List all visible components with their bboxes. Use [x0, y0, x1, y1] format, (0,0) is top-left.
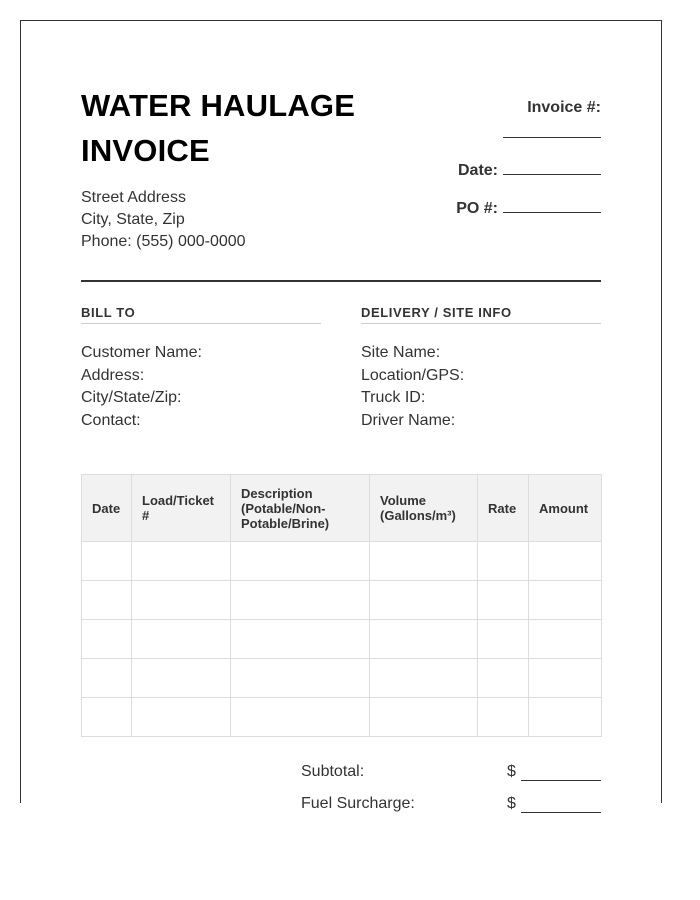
table-cell[interactable] — [82, 620, 132, 659]
table-cell[interactable] — [132, 581, 231, 620]
fuel-surcharge-label: Fuel Surcharge: — [301, 795, 415, 812]
site-info-fields — [361, 342, 601, 432]
table-cell[interactable] — [132, 698, 231, 737]
bill-to-section — [81, 305, 321, 432]
table-row — [82, 620, 602, 659]
site-info-truck-id: Truck ID: — [361, 389, 426, 406]
table-cell[interactable] — [82, 659, 132, 698]
table-cell[interactable] — [529, 698, 602, 737]
company-address-block — [81, 187, 246, 253]
fuel-surcharge-currency: $ — [507, 795, 516, 812]
table-cell[interactable] — [478, 698, 529, 737]
site-info-heading: DELIVERY / SITE INFO — [361, 305, 601, 324]
table-body — [82, 542, 602, 737]
line-items-table — [81, 474, 602, 737]
col-header-date: Date — [82, 475, 132, 542]
table-header-row — [82, 475, 602, 542]
table-cell[interactable] — [82, 542, 132, 581]
invoice-number-field[interactable] — [503, 121, 601, 138]
header-divider — [81, 280, 601, 282]
subtotal-currency: $ — [507, 763, 516, 780]
invoice-page — [20, 20, 662, 812]
table-row — [82, 659, 602, 698]
col-header-volume: Volume (Gallons/m³) — [370, 475, 478, 542]
col-header-amount: Amount — [529, 475, 602, 542]
site-info-site-name: Site Name: — [361, 344, 441, 361]
site-info-section — [361, 305, 601, 432]
invoice-title — [81, 83, 401, 173]
title-line-2: INVOICE — [81, 133, 210, 168]
bill-to-address: Address: — [81, 366, 145, 384]
table-cell[interactable] — [231, 581, 370, 620]
site-info-location: Location/GPS: — [361, 366, 465, 384]
po-field[interactable] — [503, 198, 601, 213]
table-cell[interactable] — [82, 698, 132, 737]
table-cell[interactable] — [529, 620, 602, 659]
po-label: PO #: — [456, 200, 498, 217]
table-cell[interactable] — [529, 542, 602, 581]
table-cell[interactable] — [370, 698, 478, 737]
table-cell[interactable] — [132, 620, 231, 659]
table-cell[interactable] — [231, 542, 370, 581]
table-cell[interactable] — [370, 620, 478, 659]
table-cell[interactable] — [82, 581, 132, 620]
totals-subtotal — [301, 763, 601, 785]
totals-fuel-surcharge — [301, 795, 601, 817]
table-cell[interactable] — [370, 542, 478, 581]
title-line-1: WATER HAULAGE — [81, 88, 356, 123]
table-cell[interactable] — [370, 659, 478, 698]
bill-to-fields — [81, 342, 321, 432]
table-cell[interactable] — [132, 659, 231, 698]
subtotal-field[interactable] — [521, 763, 601, 781]
table-cell[interactable] — [478, 542, 529, 581]
company-phone: Phone: (555) 000-0000 — [81, 233, 246, 250]
date-label: Date: — [457, 162, 498, 179]
table-cell[interactable] — [478, 620, 529, 659]
bill-to-customer-name: Customer Name: — [81, 344, 202, 361]
table-row — [82, 542, 602, 581]
date-field[interactable] — [503, 160, 601, 175]
company-street: Street Address — [81, 189, 186, 206]
subtotal-label: Subtotal: — [301, 763, 365, 780]
table-cell[interactable] — [231, 620, 370, 659]
po-row — [456, 198, 601, 218]
table-cell[interactable] — [478, 581, 529, 620]
company-city: City, State, Zip — [81, 211, 185, 228]
col-header-load-ticket: Load/Ticket # — [132, 475, 231, 542]
col-header-rate: Rate — [478, 475, 529, 542]
col-header-description: Description (Potable/Non-Potable/Brine) — [231, 475, 370, 542]
invoice-number-label: Invoice #: — [527, 99, 601, 116]
table-cell[interactable] — [231, 698, 370, 737]
bill-to-heading: BILL TO — [81, 305, 321, 324]
site-info-driver-name: Driver Name: — [361, 411, 456, 429]
table-cell[interactable] — [529, 581, 602, 620]
table-row — [82, 698, 602, 737]
table-cell[interactable] — [529, 659, 602, 698]
table-cell[interactable] — [478, 659, 529, 698]
fuel-surcharge-field[interactable] — [521, 795, 601, 813]
table-cell[interactable] — [231, 659, 370, 698]
table-cell[interactable] — [370, 581, 478, 620]
table-row — [82, 581, 602, 620]
bill-to-city-state-zip: City/State/Zip: — [81, 389, 182, 406]
date-row — [458, 160, 601, 180]
bill-to-contact: Contact: — [81, 411, 141, 429]
table-cell[interactable] — [132, 542, 231, 581]
